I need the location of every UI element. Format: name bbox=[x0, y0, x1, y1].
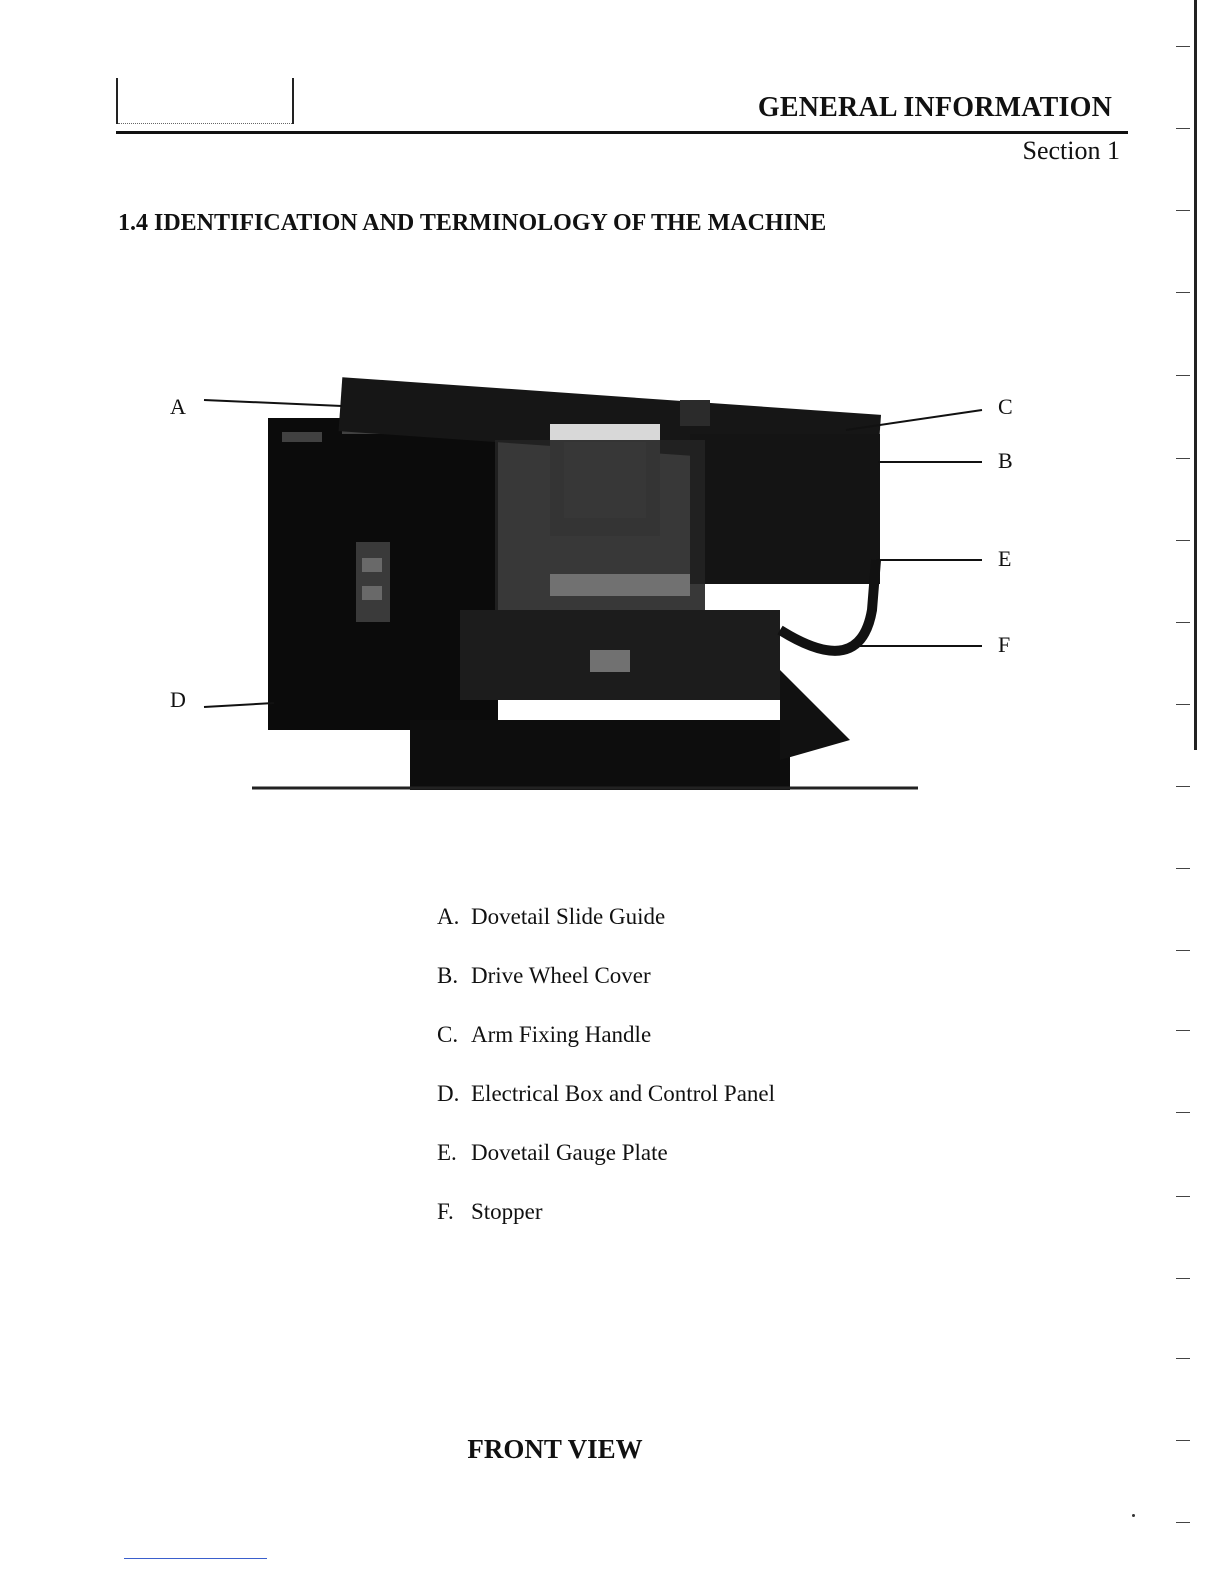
right-margin-line bbox=[1194, 0, 1197, 750]
margin-tick bbox=[1176, 1030, 1190, 1031]
callout-b: B bbox=[998, 448, 1013, 473]
margin-tick bbox=[1176, 786, 1190, 787]
footer-link-rule bbox=[124, 1558, 267, 1559]
header-logo-box bbox=[116, 78, 294, 124]
legend-label: Electrical Box and Control Panel bbox=[471, 1081, 776, 1106]
margin-tick bbox=[1176, 128, 1190, 129]
margin-tick bbox=[1176, 1522, 1190, 1523]
legend-label: Dovetail Gauge Plate bbox=[471, 1140, 668, 1165]
legend-label: Drive Wheel Cover bbox=[471, 963, 651, 988]
margin-tick bbox=[1176, 458, 1190, 459]
margin-tick bbox=[1176, 46, 1190, 47]
legend-item bbox=[437, 1195, 775, 1254]
control-panel bbox=[356, 542, 390, 622]
legend-item bbox=[437, 1077, 775, 1136]
figure-caption: FRONT VIEW bbox=[467, 1434, 643, 1464]
callout-line-a bbox=[204, 400, 342, 406]
legend-item bbox=[437, 900, 775, 959]
dovetail-gauge-plate bbox=[550, 574, 690, 596]
section-heading: 1.4 IDENTIFICATION AND TERMINOLOGY OF THE MACHINE bbox=[118, 210, 827, 236]
margin-tick bbox=[1176, 375, 1190, 376]
callout-c: C bbox=[998, 394, 1013, 419]
callout-f: F bbox=[998, 632, 1011, 657]
margin-tick bbox=[1176, 1440, 1190, 1441]
legend-key: A. bbox=[437, 904, 460, 929]
legend-key: D. bbox=[437, 1081, 460, 1106]
legend-item bbox=[437, 959, 775, 1018]
margin-tick bbox=[1176, 1112, 1190, 1113]
header-title: GENERAL INFORMATION bbox=[757, 92, 1112, 123]
margin-tick bbox=[1176, 704, 1190, 705]
legend-key: F. bbox=[437, 1199, 454, 1224]
machine-stand bbox=[410, 720, 790, 790]
header-section-label: Section 1 bbox=[1022, 136, 1120, 165]
margin-tick bbox=[1176, 540, 1190, 541]
arm-fixing-handle bbox=[680, 400, 710, 426]
margin-tick bbox=[1176, 1278, 1190, 1279]
legend-label: Dovetail Slide Guide bbox=[471, 904, 666, 929]
machine-photo bbox=[160, 360, 1030, 800]
callout-line-d bbox=[204, 703, 274, 707]
drive-wheel-cover bbox=[690, 434, 880, 584]
callout-d: D bbox=[170, 687, 186, 712]
margin-tick bbox=[1176, 950, 1190, 951]
margin-tick bbox=[1176, 868, 1190, 869]
legend-item bbox=[437, 1018, 775, 1077]
legend-key: C. bbox=[437, 1022, 459, 1047]
margin-tick bbox=[1176, 210, 1190, 211]
parts-legend bbox=[437, 900, 775, 1254]
margin-tick bbox=[1176, 1358, 1190, 1359]
callout-e: E bbox=[998, 546, 1012, 571]
margin-tick bbox=[1176, 292, 1190, 293]
scan-speck bbox=[1132, 1514, 1135, 1517]
legend-label: Arm Fixing Handle bbox=[471, 1022, 652, 1047]
legend-label: Stopper bbox=[471, 1199, 543, 1224]
margin-tick bbox=[1176, 1196, 1190, 1197]
margin-tick bbox=[1176, 622, 1190, 623]
header-rule bbox=[116, 131, 1128, 134]
legend-item bbox=[437, 1136, 775, 1195]
legend-key: B. bbox=[437, 963, 459, 988]
callout-a: A bbox=[170, 394, 186, 419]
machine-figure bbox=[160, 360, 1030, 800]
legend-key: E. bbox=[437, 1140, 457, 1165]
